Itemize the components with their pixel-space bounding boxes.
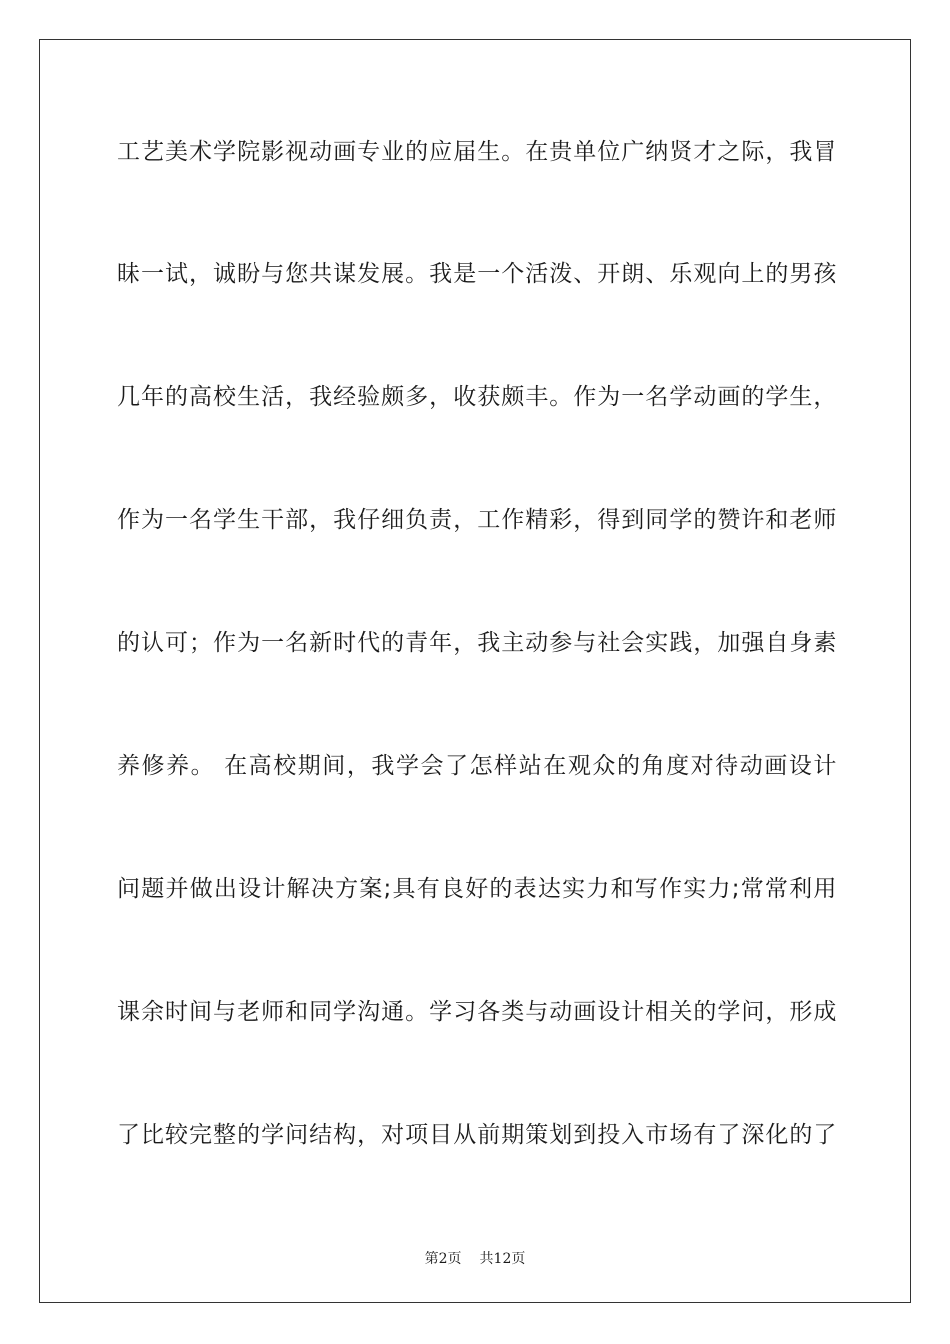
text-line-5: 的认可；作为一名新时代的青年，我主动参与社会实践，加强自身素 bbox=[117, 630, 837, 656]
text-line-2: 昧一试，诚盼与您共谋发展。我是一个活泼、开朗、乐观向上的男孩 bbox=[117, 261, 837, 287]
page-total: 共12页 bbox=[479, 1251, 526, 1267]
text-line-8: 课余时间与老师和同学沟通。学习各类与动画设计相关的学问，形成 bbox=[117, 999, 837, 1025]
text-line-7: 问题并做出设计解决方案;具有良好的表达实力和写作实力;常常利用 bbox=[117, 876, 837, 902]
page-border bbox=[39, 39, 911, 1303]
page-number: 第2页 bbox=[424, 1251, 462, 1267]
text-line-9: 了比较完整的学问结构，对项目从前期策划到投入市场有了深化的了 bbox=[117, 1122, 837, 1148]
text-line-6: 养修养。 在高校期间，我学会了怎样站在观众的角度对待动画设计 bbox=[117, 753, 837, 779]
text-line-3: 几年的高校生活，我经验颇多，收获颇丰。作为一名学动画的学生， bbox=[117, 384, 837, 410]
text-line-4: 作为一名学生干部，我仔细负责，工作精彩，得到同学的赞许和老师 bbox=[117, 507, 837, 533]
text-line-1: 工艺美术学院影视动画专业的应届生。在贵单位广纳贤才之际，我冒 bbox=[117, 139, 837, 165]
page-footer bbox=[0, 1248, 950, 1268]
